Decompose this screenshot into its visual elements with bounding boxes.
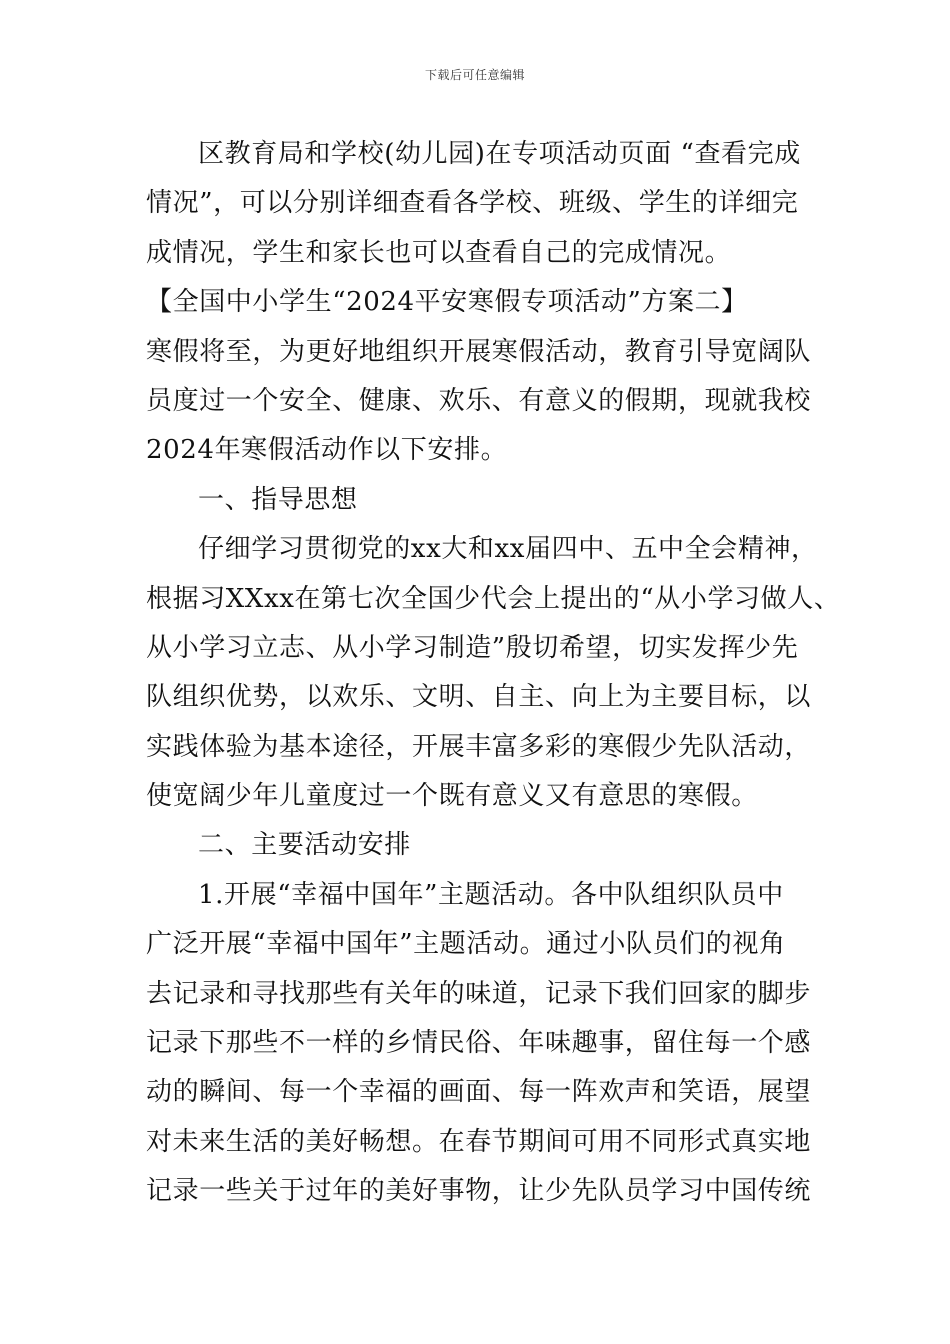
paragraph-line: 成情况，学生和家长也可以查看自己的完成情况。 [146, 237, 732, 268]
paragraph-line: 去记录和寻找那些有关年的味道，记录下我们回家的脚步 [146, 978, 812, 1009]
paragraph-line: 员度过一个安全、健康、欢乐、有意义的假期，现就我校 [146, 385, 812, 416]
section-title: 【全国中小学生“2024平安寒假专项活动”方案二】 [146, 287, 748, 318]
paragraph-line: 区教育局和学校(幼儿园)在专项活动页面 “查看完成 [198, 139, 801, 169]
paragraph-line: 根据习XXxx在第七次全国少代会上提出的“从小学习做人、 [146, 583, 841, 614]
paragraph-line: 寒假将至，为更好地组织开展寒假活动，教育引导宽阔队 [146, 336, 812, 367]
paragraph-line: 从小学习立志、从小学习制造”殷切希望，切实发挥少先 [146, 632, 799, 663]
heading-main-activities: 二、主要活动安排 [198, 830, 411, 861]
page-header: 下载后可任意编辑 [424, 68, 525, 82]
paragraph-line: 广泛开展“幸福中国年”主题活动。通过小队员们的视角 [146, 929, 786, 960]
paragraph-line: 实践体验为基本途径，开展丰富多彩的寒假少先队活动， [146, 731, 812, 762]
paragraph-line: 情况”，可以分别详细查看各学校、班级、学生的详细完 [146, 188, 799, 219]
paragraph-line: 动的瞬间、每一个幸福的画面、每一阵欢声和笑语，展望 [146, 1077, 812, 1108]
paragraph-line: 记录下那些不一样的乡情民俗、年味趣事，留住每一个感 [146, 1028, 812, 1059]
paragraph-line: 1.开展“幸福中国年”主题活动。各中队组织队员中 [198, 879, 784, 910]
paragraph-line: 2024年寒假活动作以下安排。 [146, 435, 508, 466]
paragraph-line: 队组织优势，以欢乐、文明、自主、向上为主要目标，以 [146, 682, 812, 713]
paragraph-line: 仔细学习贯彻党的xx大和xx届四中、五中全会精神， [198, 534, 818, 565]
paragraph-line: 对未来生活的美好畅想。在春节期间可用不同形式真实地 [146, 1126, 812, 1157]
heading-guiding-thought: 一、指导思想 [198, 484, 358, 515]
document-body [146, 130, 841, 1217]
paragraph-line: 记录一些关于过年的美好事物，让少先队员学习中国传统 [146, 1176, 812, 1207]
paragraph-line: 使宽阔少年儿童度过一个既有意义又有意思的寒假。 [146, 781, 758, 812]
